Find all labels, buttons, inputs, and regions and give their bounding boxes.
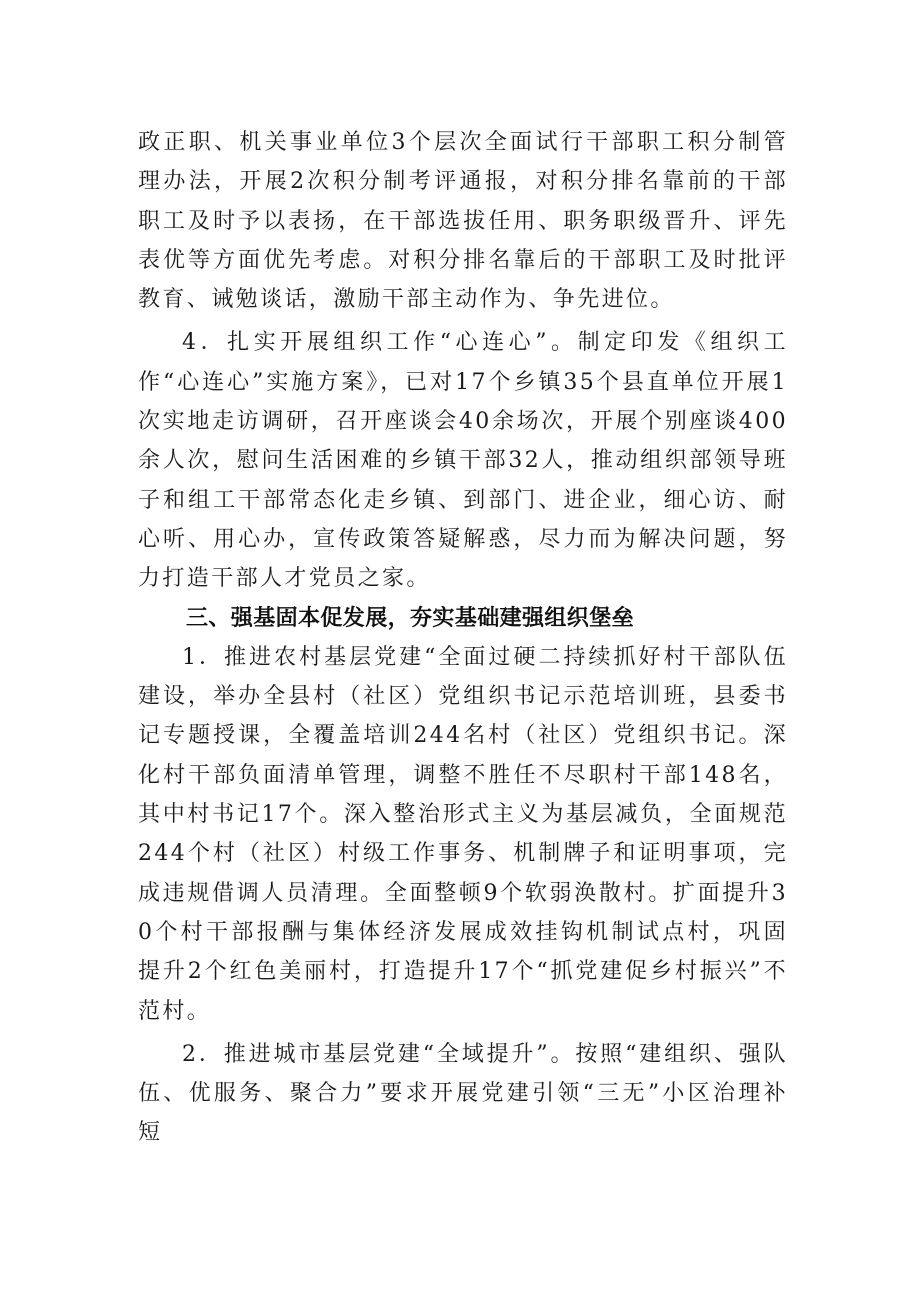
paragraph-continuation: 政正职、机关事业单位3个层次全面试行干部职工积分制管理办法，开展2次积分制考评通报，对积分排名靠前的干部职工及时予以表扬，在干部选拔任用、职务职级晋升、评先表优等方面优先考虑。对积分排名靠后的干部职工及时批评教育、诫勉谈话，激励干部主动作为、争先进位。 [138, 130, 788, 313]
section-heading-3: 三、强基固本促发展，夯实基础建强组织堡垒 [186, 605, 635, 631]
paragraph-item-2: 2．推进城市基层党建“全域提升”。按照“建组织、强队伍、优服务、聚合力”要求开展党建引领“三无”小区治理补短 [138, 1041, 788, 1146]
document-body [138, 123, 788, 1153]
paragraph-item-1: 1．推进农村基层党建“全面过硬二持续抓好村干部队伍建设，举办全县村（社区）党组织书记示范培训班，县委书记专题授课，全覆盖培训244名村（社区）党组织书记。深化村干部负面清单管理，调整不胜任不尽职村干部148名，其中村书记17个。深入整治形式主义为基层减负，全面规范244个村（社区）村级工作事务、机制牌子和证明事项，完成违规借调人员清理。全面整顿9个软弱涣散村。扩面提升30个村干部报酬与集体经济发展成效挂钩机制试点村，巩固提升2个红色美丽村，打造提升17个“抓党建促乡村振兴”不范村。 [138, 644, 788, 1024]
paragraph-item-4: 4．扎实开展组织工作“心连心”。制定印发《组织工作“心连心”实施方案》，已对17个乡镇35个县直单位开展1次实地走访调研，召开座谈会40余场次，开展个别座谈400余人次，慰问生活困难的乡镇干部32人，推动组织部领导班子和组工干部常态化走乡镇、到部门、进企业，细心访、耐心听、用心办，宣传政策答疑解惑，尽力而为解决问题，努力打造干部人才党员之家。 [138, 330, 788, 592]
